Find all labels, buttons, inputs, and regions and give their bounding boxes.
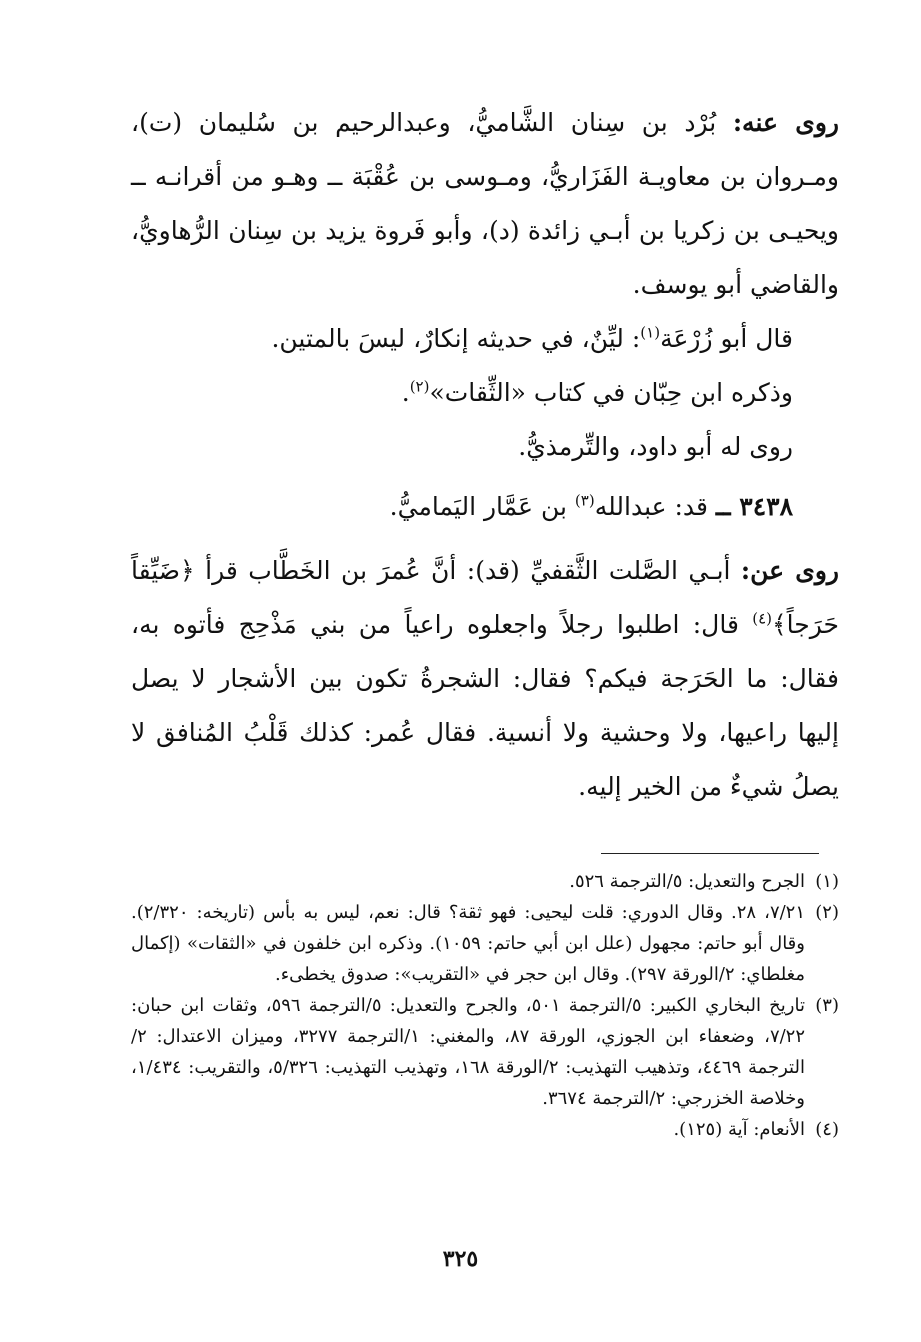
footnote-ref-3[interactable]: (٣) — [574, 491, 595, 510]
narrators-text: بُرْد بن سِنان الشَّاميُّ، وعبدالرحيم بن سُليمان (ت)، ومـروان بن معاويـة الفَزَاريُّ، ومـوسى بن عُقْبَة ــ وهـو من أقرانـه ــ ويحيـى بن زكريا بن أبـي زائدة (د)، وأبو فَروة يزيد بن سِنان الرُّهاويُّ، والقاضي أبو يوسف. — [131, 108, 839, 299]
footnote-number: (٤) — [815, 1119, 839, 1140]
narrators-label: روى عنه: — [732, 108, 839, 137]
narrated-from-text-start: أبـي الصَّلت الثَّقفيِّ (قد): أنَّ عُمرَ بن الخَطَّاب قرأ ﴿ضَيِّقاً حَرَجاً﴾ — [131, 556, 839, 639]
footnote-text: الأنعام: آية (١٢٥). — [673, 1119, 805, 1140]
ibn-hibban-text: وذكره ابن حِبّان في كتاب «الثِّقات» — [429, 378, 793, 407]
footnote-ref-1[interactable]: (١) — [640, 323, 661, 342]
entry-name-end: بن عَمَّار اليَماميُّ. — [389, 492, 575, 521]
narrated-by-statement: روى له أبو داود، والتِّرمذيُّ. — [518, 432, 793, 461]
main-text-block — [131, 96, 839, 814]
ibn-hibban-period: . — [401, 378, 410, 407]
narrated-from-paragraph — [131, 544, 839, 814]
footnote-ref-4[interactable]: (٤) — [752, 609, 773, 628]
entry-heading-3438 — [131, 480, 839, 534]
footnote-number: (١) — [815, 871, 839, 892]
page-number: ٣٢٥ — [442, 1246, 479, 1272]
narrated-from-text-end: قال: اطلبوا رجلاً واجعلوه راعياً من بني مَذْحِج فأتوه به، فقال: ما الحَرَجة فيكم؟ فقال: الشجرةُ تكون بين الأشجار لا يصل إليها راعيها، ولا وحشية ولا أنسية. فقال عُمر: كذلك قَلْبُ المُنافق لا يصلُ شيءٌ من الخير إليه. — [131, 610, 839, 801]
narrators-from-him-paragraph — [131, 96, 839, 312]
footnote-ref-2[interactable]: (٢) — [409, 377, 430, 396]
ibn-hibban-statement — [131, 366, 839, 420]
narrated-from-label: روى عن: — [740, 556, 840, 585]
abu-zura-text-end: : ليِّنٌ، في حديثه إنكارٌ، ليسَ بالمتين. — [271, 324, 641, 353]
footnote-1 — [131, 866, 839, 897]
footnote-separator — [601, 853, 819, 854]
abu-zura-statement — [131, 312, 839, 366]
footnote-text: تاريخ البخاري الكبير: ٥/الترجمة ٥٠١، والجرح والتعديل: ٥/الترجمة ٥٩٦، وثقات ابن حبان: ٧/٢٢، وضعفاء ابن الجوزي، الورقة ٨٧، والمغني: ١/الترجمة ٣٢٧٧، وميزان الاعتدال: ٢/الترجمة ٤٤٦٩، وتذهيب التهذيب: ٢/الورقة ١٦٨، وتهذيب التهذيب: ٥/٣٢٦، والتقريب: ١/٤٣٤، وخلاصة الخزرجي: ٢/الترجمة ٣٦٧٤. — [131, 995, 806, 1109]
footnote-text: الجرح والتعديل: ٥/الترجمة ٥٢٦. — [569, 871, 805, 892]
entry-number: ٣٤٣٨ ــ — [715, 492, 793, 521]
footnotes-section — [131, 866, 839, 1145]
footnote-text: ٧/٢١، ٢٨. وقال الدوري: قلت ليحيى: فهو ثقة؟ قال: نعم، ليس به بأس (تاريخه: ٢/٣٢٠). وقال أبو حاتم: مجهول (علل ابن أبي حاتم: ١٠٥٩). وذكره ابن خلفون في «الثقات» (إكمال مغلطاي: ٢/الورقة ٢٩٧). وقال ابن حجر في «التقريب»: صدوق يخطىء. — [131, 902, 806, 985]
footnote-number: (٢) — [815, 902, 839, 923]
footnote-2 — [131, 897, 839, 990]
footnote-number: (٣) — [815, 995, 839, 1016]
abu-zura-text-start: قال أبو زُرْعَة — [660, 324, 793, 353]
footnote-4 — [131, 1114, 839, 1145]
entry-name-start: قد: عبدالله — [594, 492, 716, 521]
footnote-3 — [131, 990, 839, 1114]
